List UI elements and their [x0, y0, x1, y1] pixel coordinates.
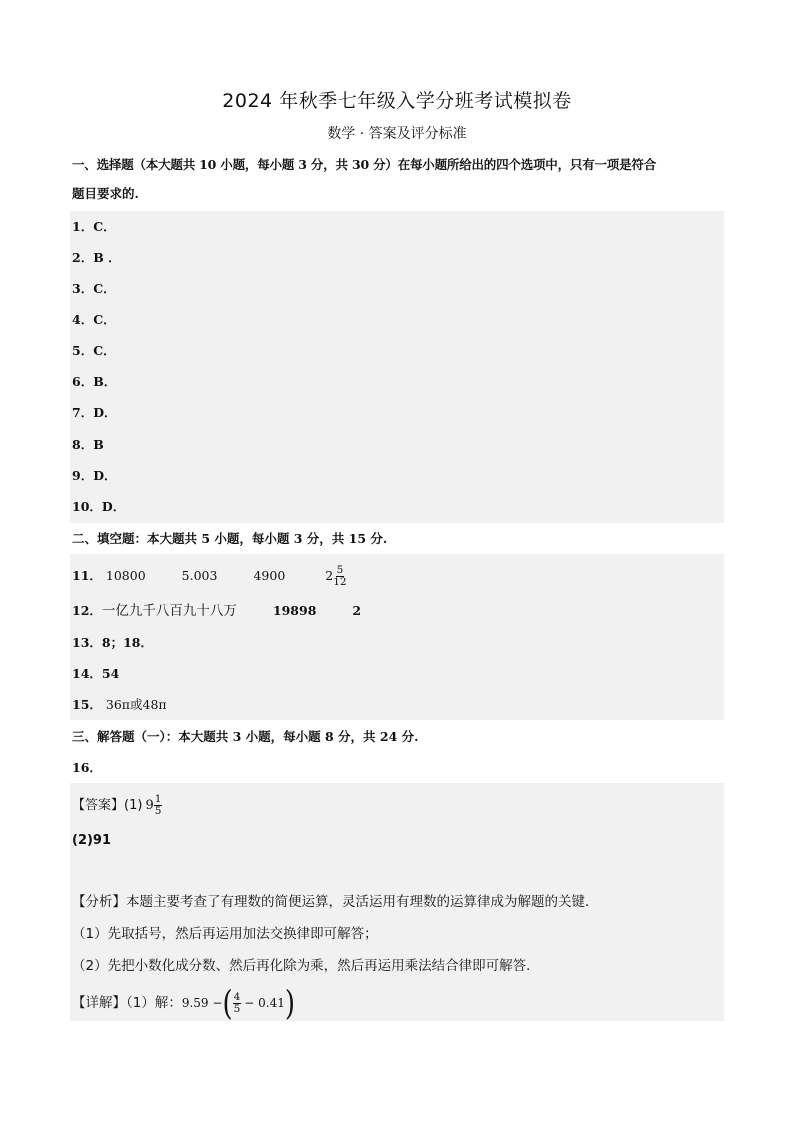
section-heading-line: 题目要求的. — [72, 186, 139, 201]
answer-value: 54 — [101, 666, 120, 681]
answer-prefix: (1) — [124, 798, 143, 813]
fraction — [233, 992, 242, 1015]
answer-item: 9．D． — [72, 468, 117, 483]
answer-item-12 — [72, 601, 361, 621]
question-number: 15． — [72, 697, 102, 712]
section-heading-fill: 二、填空题：本大题共 5 小题，每小题 3 分，共 15 分. — [72, 531, 388, 546]
mixed-number-whole: 9 — [145, 798, 154, 813]
answer-item: 8．B — [72, 437, 104, 452]
question-number: 12． — [72, 603, 102, 618]
section-heading-line: 一、选择题（本大题共 10 小题，每小题 3 分，共 30 分）在每小题所给出的四个选项中，只有一项是符合 — [72, 157, 657, 172]
detail-expression: 9.59 − — [181, 996, 223, 1010]
answer-item: 5．C． — [72, 343, 116, 358]
fraction — [333, 565, 346, 588]
answer-tag: 【答案】 — [72, 798, 125, 813]
answer-item: 7．D． — [72, 405, 117, 420]
mixed-number-whole: 2 — [325, 568, 334, 583]
answer-value: 5.003 — [181, 568, 218, 583]
question-number: 11． — [72, 568, 102, 583]
answer-value: 10800 — [105, 568, 146, 583]
answer-item: 10．D． — [72, 499, 126, 514]
right-paren: ) — [284, 984, 296, 1023]
question-number-16: 16． — [72, 760, 102, 775]
fraction-numerator: 1 — [154, 793, 162, 805]
analysis-step-1: （1）先取括号，然后再运用加法交换律即可解答； — [72, 926, 378, 942]
page-title: 2024 年秋季七年级入学分班考试模拟卷 — [222, 90, 572, 112]
fraction-denominator: 12 — [333, 576, 347, 588]
answer-item-14 — [72, 664, 119, 684]
answer-value: 4900 — [253, 568, 286, 583]
answer-line-16-2: (2)91 — [72, 833, 112, 848]
answer-value: 8；18． — [101, 635, 153, 650]
answer-item: 6．B． — [72, 374, 117, 389]
detail-prefix: （1）解： — [126, 995, 182, 1011]
answer-item-15 — [72, 695, 167, 715]
answer-value: 19898 — [272, 603, 317, 618]
left-paren: ( — [222, 984, 233, 1023]
fraction-numerator: 5 — [336, 564, 344, 576]
answer-value: 一亿九千八百九十八万 — [101, 603, 237, 619]
section-heading-choice — [72, 150, 724, 208]
fraction-numerator: 4 — [233, 991, 241, 1003]
answer-item: 1．C． — [72, 219, 116, 234]
answer-item: 4．C． — [72, 312, 116, 327]
fraction-denominator: 5 — [154, 805, 162, 817]
section-heading-solve: 三、解答题（一）：本大题共 3 小题，每小题 8 分，共 24 分. — [72, 729, 419, 744]
analysis-line: 【分析】本题主要考查了有理数的简便运算，灵活运用有理数的运算律成为解题的关键． — [72, 894, 599, 910]
detail-line — [72, 984, 296, 1023]
answer-item: 2．B ． — [72, 250, 121, 265]
detail-expression: − 0.41 — [244, 996, 285, 1010]
answer-block-choice — [70, 211, 724, 523]
answer-line-16-1 — [72, 792, 162, 820]
analysis-step-2: （2）先把小数化成分数、然后再化除为乘，然后再运用乘法结合律即可解答． — [72, 958, 540, 974]
answer-item-11 — [72, 563, 347, 589]
detail-tag: 【详解】 — [72, 995, 126, 1011]
answer-item-13 — [72, 633, 153, 653]
answer-item: 3．C． — [72, 281, 116, 296]
page-subtitle: 数学 · 答案及评分标准 — [327, 126, 467, 142]
fraction-denominator: 5 — [233, 1003, 241, 1015]
question-number: 14． — [72, 666, 102, 681]
answer-value: 2 — [352, 603, 362, 618]
answer-value: 36π或48π — [105, 697, 167, 712]
fraction — [154, 794, 163, 817]
question-number: 13． — [72, 635, 102, 650]
